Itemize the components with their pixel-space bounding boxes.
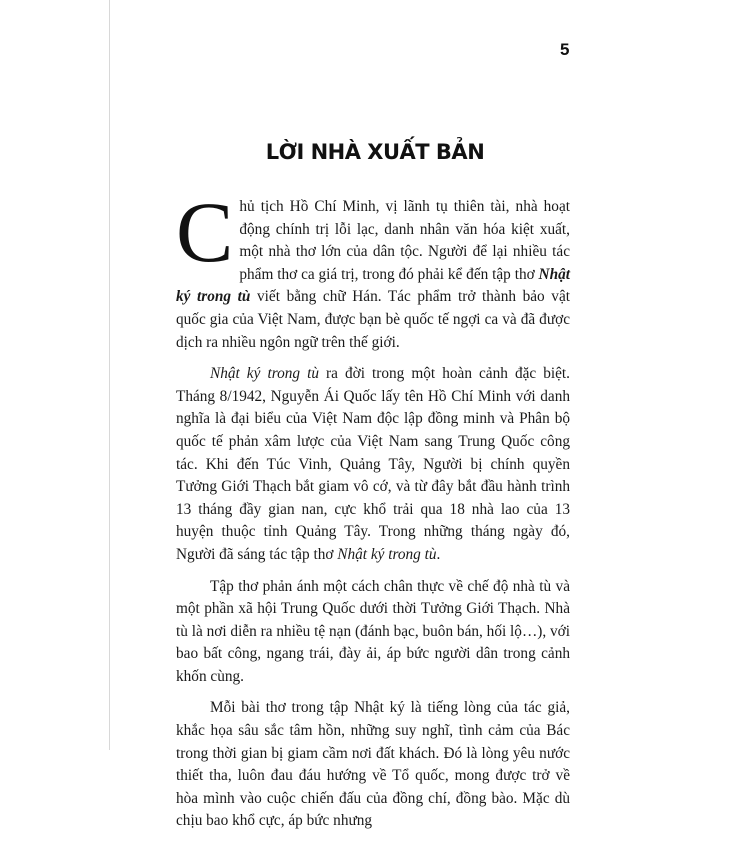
- book-title-italic-2: Nhật ký trong tù: [337, 545, 437, 563]
- paragraph-4: Mỗi bài thơ trong tập Nhật ký là tiếng lòng của tác giả, khắc họa sâu sắc tâm hồn, những suy nghĩ, tình cảm của Bác trong thời gian bị giam cầm nơi đất khách. Đó là lòng yêu nước thiết tha, luôn đau đáu hướng về Tổ quốc, mong được trở về hòa mình vào cuộc chiến đấu của đồng chí, đồng bào. Mặc dù chịu bao khổ cực, áp bức nhưng: [176, 699, 570, 830]
- paragraph-2-text-b: .: [436, 545, 441, 563]
- body-text: [176, 184, 570, 842]
- page-number: 5: [560, 40, 570, 59]
- page-title: LỜI NHÀ XUẤT BẢN: [265, 140, 485, 164]
- paragraph-1-text-b: viết bằng chữ Hán. Tác phẩm trở thành bảo vật quốc gia của Việt Nam, được bạn bè quốc tế ngợi ca và đã được dịch ra nhiều ngôn ngữ trên thế giới.: [176, 288, 570, 351]
- paragraph-1-text-a: hủ tịch Hồ Chí Minh, vị lãnh tụ thiên tài, nhà hoạt động chính trị lỗi lạc, danh nhân văn hóa kiệt xuất, một nhà thơ lớn của dân tộc. Người để lại nhiều tác phẩm thơ ca giá trị, trong đó phải kể đến tập thơ: [239, 198, 570, 283]
- paragraph-1: [176, 184, 570, 354]
- paragraph-2-text-a: ra đời trong một hoàn cảnh đặc biệt. Tháng 8/1942, Nguyễn Ái Quốc lấy tên Hồ Chí Minh với danh nghĩa là đại biểu của Việt Nam độc lập đồng minh và Phân bộ quốc tế phản xâm lược của Việt Nam sang Trung Quốc công tác. Khi đến Túc Vinh, Quảng Tây, Người bị chính quyền Tưởng Giới Thạch bắt giam vô cớ, và từ đây bắt đầu hành trình 13 tháng đầy gian nan, cực khổ trải qua 18 nhà lao của 13 huyện thuộc tỉnh Quảng Tây. Trong những tháng ngày đó, Người đã sáng tác tập thơ: [176, 365, 570, 563]
- paragraph-2: [176, 363, 570, 566]
- book-title-italic: Nhật ký trong tù: [210, 365, 319, 383]
- paragraph-3: Tập thơ phản ánh một cách chân thực về chế độ nhà tù và một phần xã hội Trung Quốc dưới thời Tưởng Giới Thạch. Nhà tù là nơi diễn ra nhiều tệ nạn (đánh bạc, buôn bán, hối lộ…), với bao bất công, ngang trái, đày ải, áp bức người dân trong cảnh khốn cùng.: [176, 577, 570, 685]
- book-title-emphasis: Nhật ký trong tù: [176, 265, 570, 306]
- page-edge-line: [109, 0, 110, 750]
- drop-cap: C: [176, 184, 234, 280]
